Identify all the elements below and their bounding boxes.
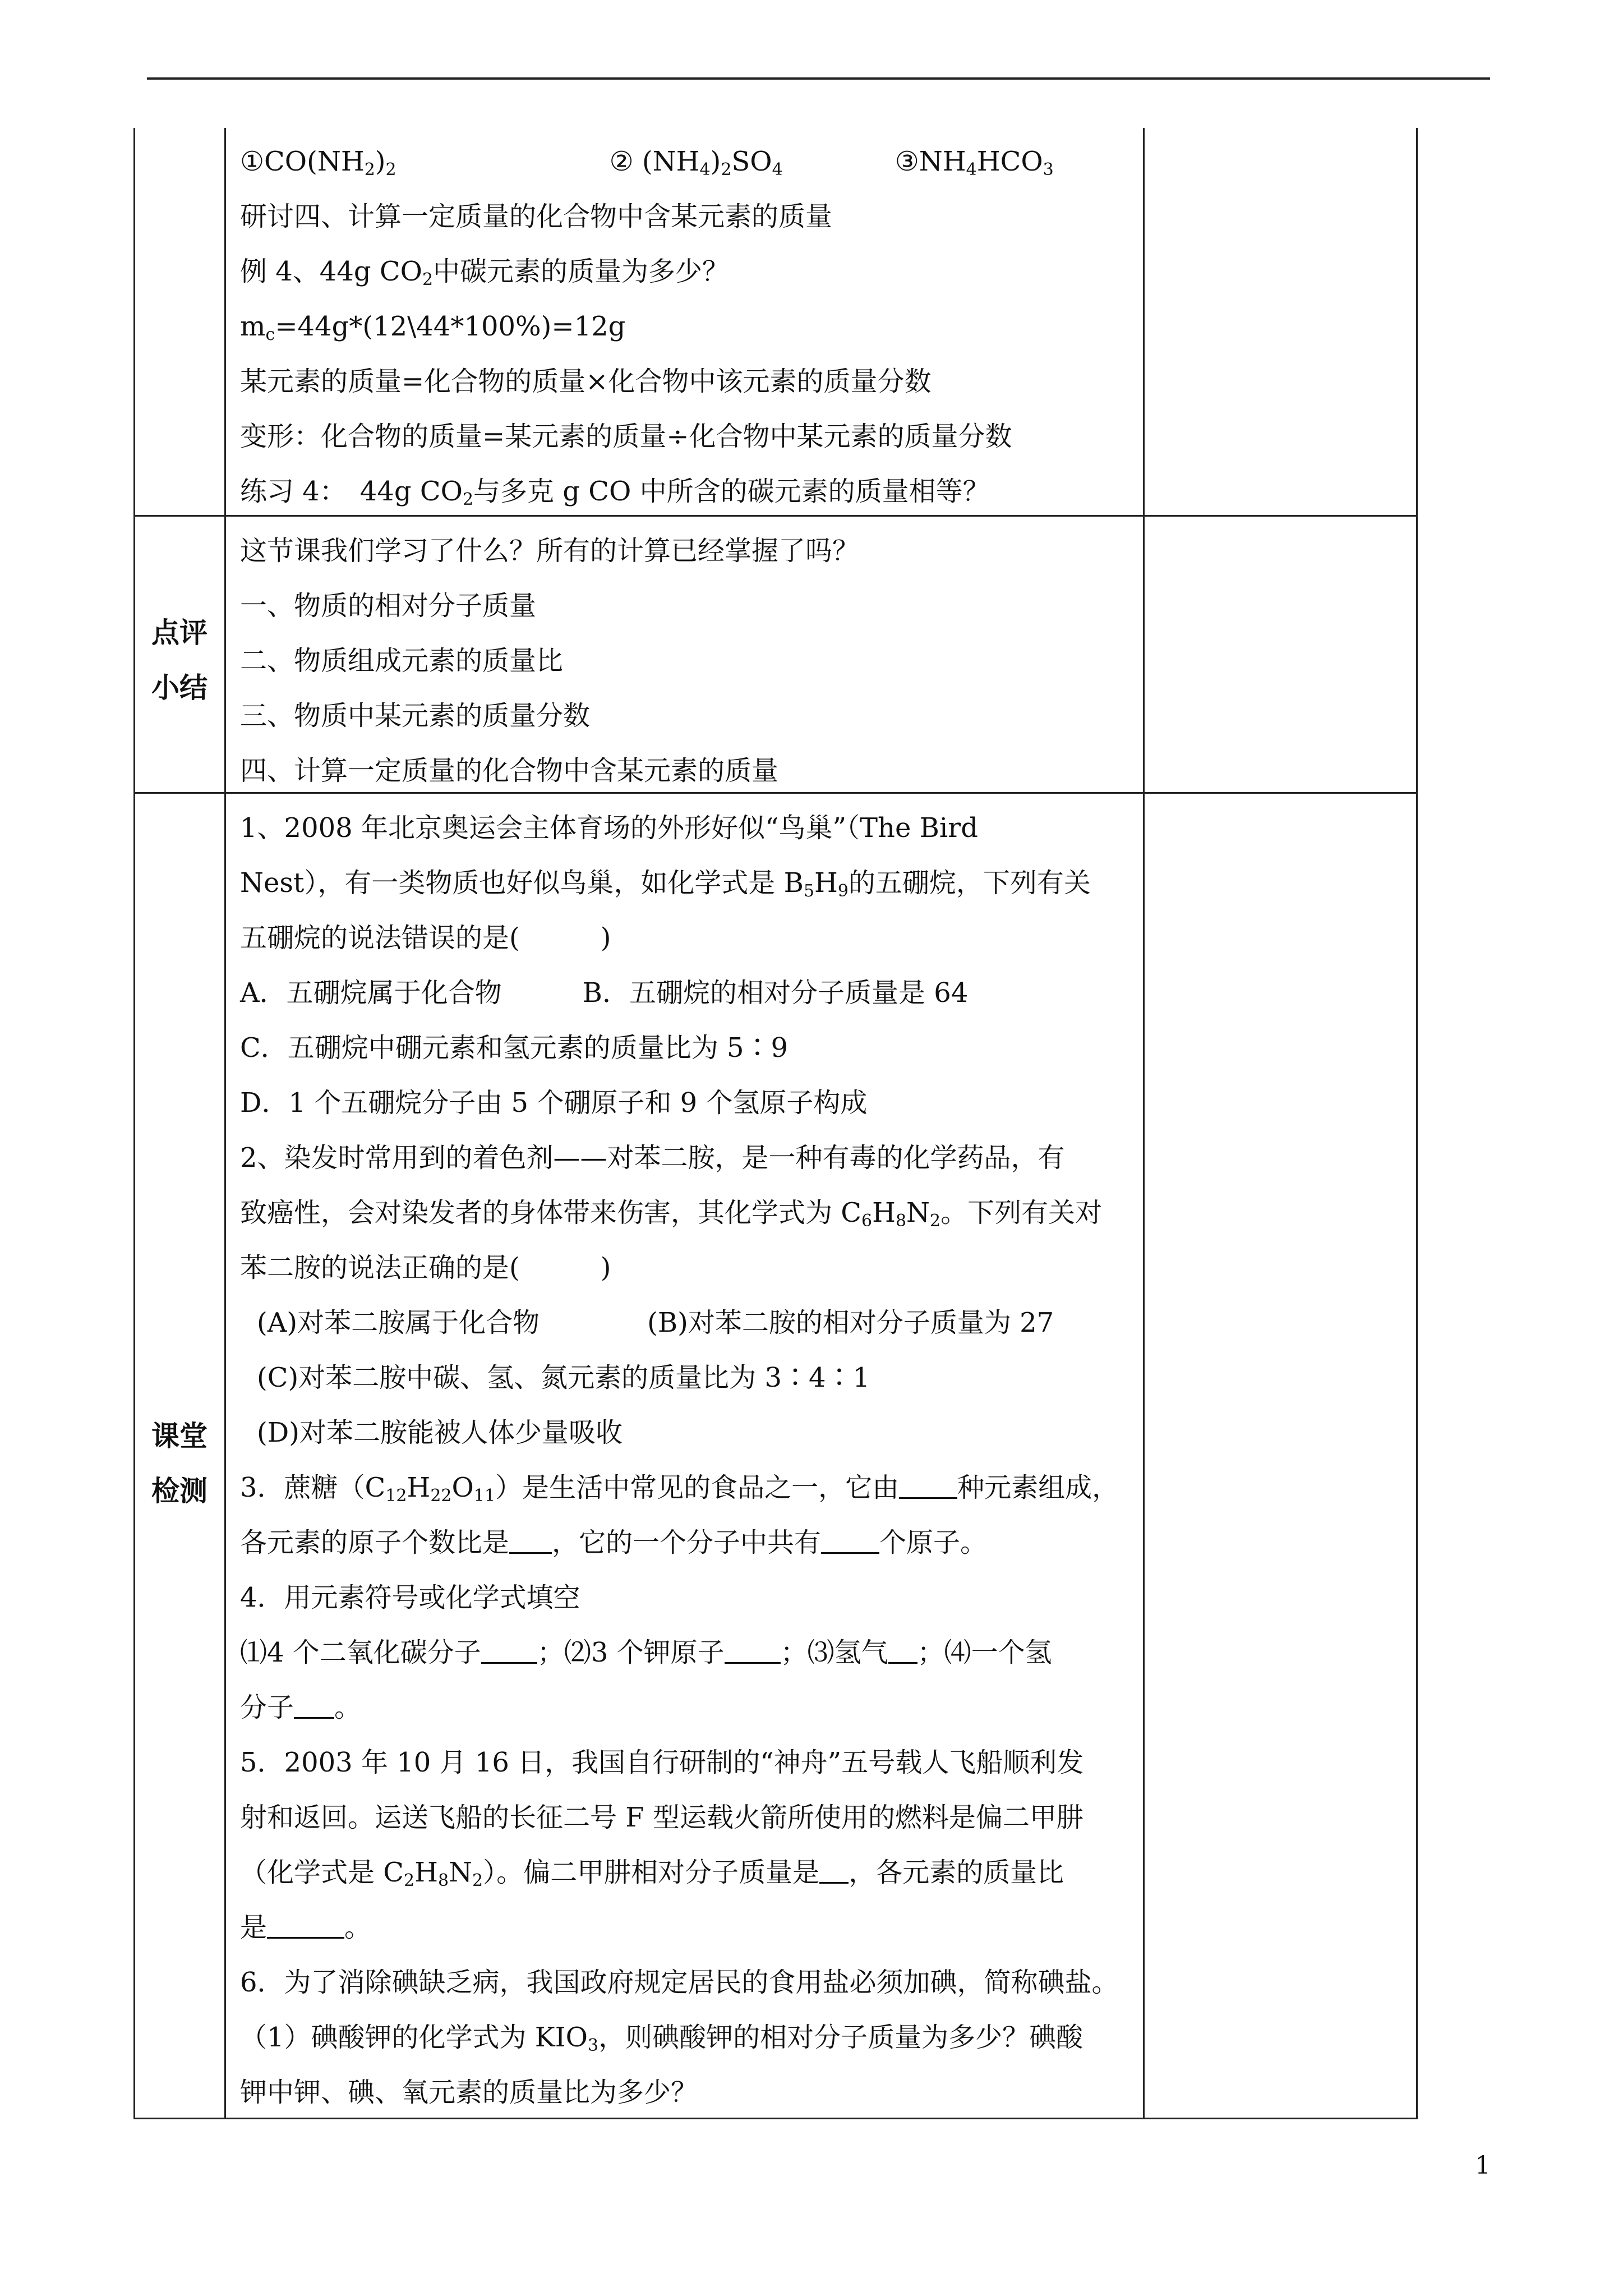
table-border-summary-top: [133, 515, 1418, 517]
table-border-content: [1143, 128, 1145, 2119]
text-line: 是 。: [240, 1912, 372, 1943]
test-label-line1: 课堂: [151, 1420, 208, 1452]
text-line: Nest），有一类物质也好似鸟巢，如化学式是 $B_5H_9$的五硼烷，下列有关: [240, 867, 1091, 901]
text-line: 钾中钾、碘、氧元素的质量比为多少？: [240, 2077, 698, 2108]
text-line: 3．蔗糖$(C_{12}H_{22}O_{11})$是生活中常见的食品之一，它由 种元素组成，: [240, 1472, 1119, 1506]
text-line: A．五硼烷属于化合物 B．五硼烷的相对分子质量是 64: [240, 977, 969, 1009]
text-line: (C)对苯二胺中碳、氢、氮元素的质量比为 3∶4∶1: [257, 1362, 870, 1393]
text-line: 三、物质中某元素的质量分数: [240, 700, 591, 731]
header-rule: [147, 77, 1490, 80]
table-border-left: [133, 128, 135, 2119]
text-line: （1）碘酸钾的化学式为 $KIO_3$，则碘酸钾的相对分子质量为多少？碘酸: [240, 2022, 1083, 2055]
text-line: 一、物质的相对分子质量: [240, 590, 537, 622]
text-line: 2、染发时常用到的着色剂——对苯二胺，是一种有毒的化学药品，有: [240, 1142, 1065, 1174]
page-number: 1: [1475, 2151, 1491, 2180]
text-line: (A)对苯二胺属于化合物 (B)对苯二胺的相对分子质量为 27: [257, 1307, 1054, 1338]
text-line: 分子 。: [240, 1692, 362, 1723]
table-border-label: [224, 128, 226, 2119]
text-line: 5．2003 年 10 月 16 日，我国自行研制的“神舟”五号载人飞船顺利发: [240, 1747, 1084, 1778]
summary-label-line1: 点评: [151, 616, 208, 649]
text-line: 致癌性，会对染发者的身体带来伤害，其化学式为 $C_6H_8N_2$。下列有关对: [240, 1197, 1103, 1231]
table-border-test-top: [133, 792, 1418, 794]
text-line: 6．为了消除碘缺乏病，我国政府规定居民的食用盐必须加碘，简称碘盐。: [240, 1967, 1119, 1998]
text-line: 例 4、44g $CO_2$中碳元素的质量为多少？: [240, 256, 730, 289]
text-line: 某元素的质量=化合物的质量×化合物中该元素的质量分数: [240, 366, 932, 397]
text-line: (D)对苯二胺能被人体少量吸收: [257, 1417, 623, 1448]
summary-label-line2: 小结: [151, 671, 208, 704]
text-line: 4．用元素符号或化学式填空: [240, 1582, 580, 1613]
text-line: 五硼烷的说法错误的是( ): [240, 922, 611, 954]
table-border-right: [1416, 128, 1418, 2119]
text-line: $m_c=44g*(12\backslash 44*100\%)=12g$: [240, 311, 626, 344]
text-line: 各元素的原子个数比是 ，它的一个分子中共有 个原子。: [240, 1527, 988, 1558]
text-line: 二、物质组成元素的质量比: [240, 645, 564, 677]
text-line: 1、2008 年北京奥运会主体育场的外形好似“鸟巢”（The Bird: [240, 812, 978, 844]
text-line: ⑴4 个二氧化碳分子 ；⑵3 个钾原子 ；⑶氢气 ；⑷一个氢: [240, 1637, 1052, 1668]
text-line: $①CO(NH_2)_2$ ② $(NH_4)_2SO_4$ $③NH_4HCO_3$: [240, 146, 1054, 180]
text-line: C．五硼烷中硼元素和氢元素的质量比为 5∶9: [240, 1032, 789, 1064]
text-line: 研讨四、计算一定质量的化合物中含某元素的质量: [240, 201, 833, 232]
text-line: 变形：化合物的质量=某元素的质量÷化合物中某元素的质量分数: [240, 421, 1012, 452]
text-line: 射和返回。运送飞船的长征二号 F 型运载火箭所使用的燃料是偏二甲肼: [240, 1802, 1083, 1833]
text-line: 练习 4： 44g $CO_2$与多克 g CO 中所含的碳元素的质量相等？: [240, 476, 990, 509]
text-line: 苯二胺的说法正确的是( ): [240, 1252, 611, 1283]
test-label-line2: 检测: [151, 1475, 208, 1507]
text-line: 四、计算一定质量的化合物中含某元素的质量: [240, 755, 779, 786]
text-line: D．1 个五硼烷分子由 5 个硼原子和 9 个氢原子构成: [240, 1087, 868, 1119]
text-line: （化学式是 $C_2H_8N_2$）。偏二甲肼相对分子质量是 ，各元素的质量比: [240, 1857, 1064, 1890]
table-border-bottom: [133, 2118, 1418, 2119]
text-line: 这节课我们学习了什么？所有的计算已经掌握了吗？: [240, 535, 860, 567]
